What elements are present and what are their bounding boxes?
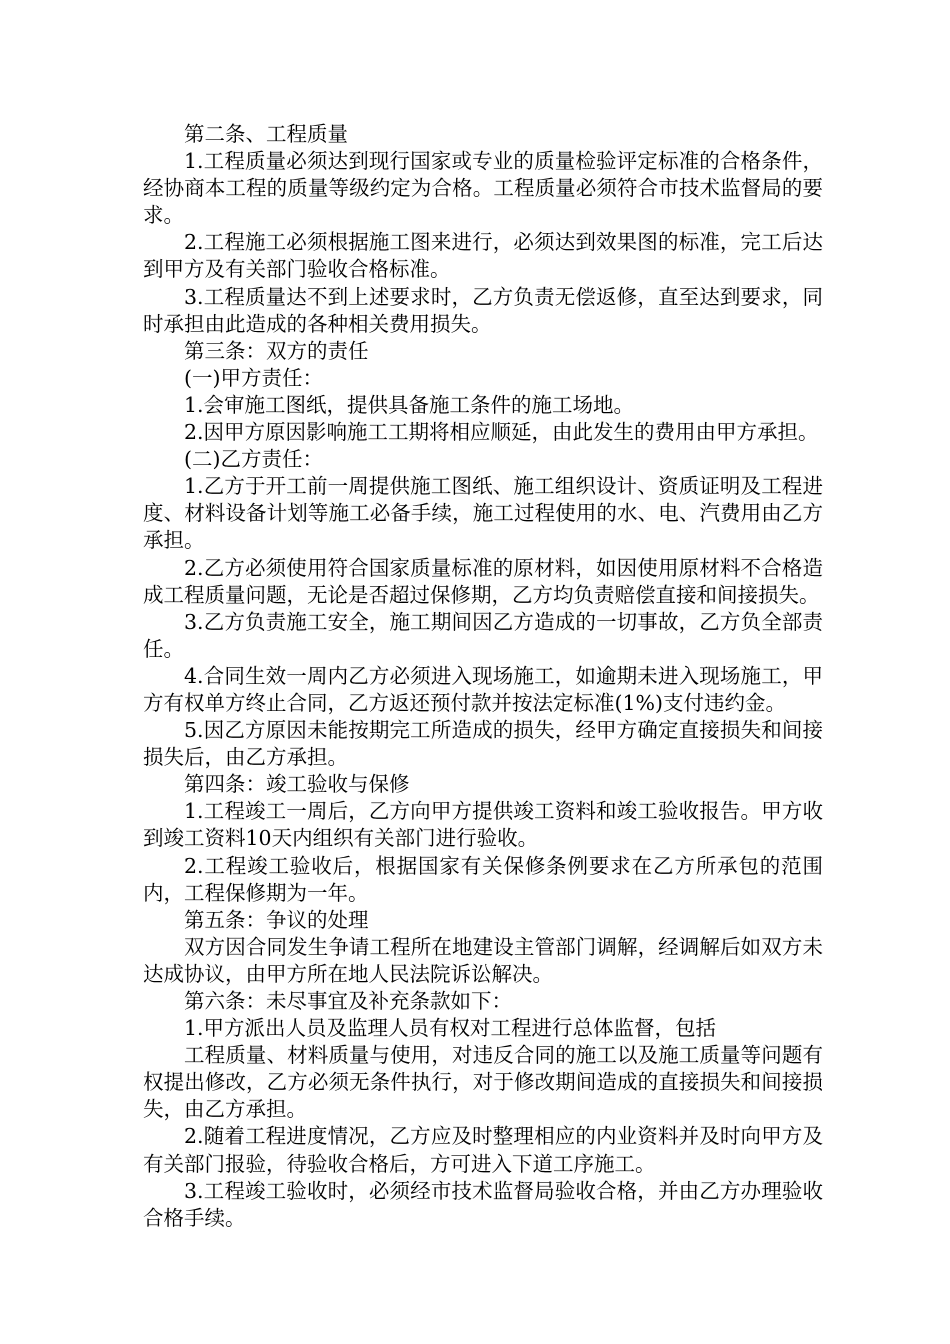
paragraph: 3.工程竣工验收时，必须经市技术监督局验收合格，并由乙方办理验收合格手续。 [143,1178,823,1230]
paragraph: 2.工程竣工验收后，根据国家有关保修条例要求在乙方所承包的范围内，工程保修期为一年。 [143,853,823,905]
subsection-heading-party-a: (一)甲方责任： [184,365,323,390]
paragraph: 1.甲方派出人员及监理人员有权对工程进行总体监督，包括 [184,1016,717,1041]
section-heading-article-4: 第四条：竣工验收与保修 [184,772,410,797]
paragraph: 1.工程竣工一周后，乙方向甲方提供竣工资料和竣工验收报告。甲方收到竣工资料10天内组织有关部门进行验收。 [143,799,823,851]
paragraph: 5.因乙方原因未能按期完工所造成的损失，经甲方确定直接损失和间接损失后，由乙方承担。 [143,718,823,770]
paragraph: 双方因合同发生争请工程所在地建设主管部门调解，经调解后如双方未达成协议，由甲方所在地人民法院诉讼解决。 [143,934,823,986]
section-heading-article-5: 第五条：争议的处理 [184,907,369,932]
section-heading-article-2: 第二条、工程质量 [184,122,348,146]
paragraph: 工程质量、材料质量与使用，对违反合同的施工以及施工质量等问题有权提出修改，乙方必须无条件执行，对于修改期间造成的直接损失和间接损失，由乙方承担。 [143,1043,823,1122]
document-page [143,121,823,1232]
paragraph: 2.工程施工必须根据施工图来进行，必须达到效果图的标准，完工后达到甲方及有关部门验收合格标准。 [143,230,823,282]
paragraph: 2.随着工程进度情况，乙方应及时整理相应的内业资料并及时向甲方及有关部门报验，待验收合格后，方可进入下道工序施工。 [143,1124,823,1176]
subsection-heading-party-b: (二)乙方责任： [184,447,323,472]
paragraph: 2.因甲方原因影响施工工期将相应顺延，由此发生的费用由甲方承担。 [184,420,819,445]
section-heading-article-6: 第六条：未尽事宜及补充条款如下： [184,989,512,1013]
paragraph: 1.工程质量必须达到现行国家或专业的质量检验评定标准的合格条件，经协商本工程的质量等级约定为合格。工程质量必须符合市技术监督局的要求。 [143,149,823,228]
paragraph: 1.乙方于开工前一周提供施工图纸、施工组织设计、资质证明及工程进度、材料设备计划等施工必备手续，施工过程使用的水、电、汽费用由乙方承担。 [143,474,823,553]
paragraph: 3.工程质量达不到上述要求时，乙方负责无偿返修，直至达到要求，同时承担由此造成的各种相关费用损失。 [143,284,823,336]
section-heading-article-3: 第三条：双方的责任 [184,338,369,363]
paragraph: 1.会审施工图纸，提供具备施工条件的施工场地。 [184,392,635,417]
paragraph: 4.合同生效一周内乙方必须进入现场施工，如逾期未进入现场施工，甲方有权单方终止合同，乙方返还预付款并按法定标准(1%)支付违约金。 [143,663,823,715]
paragraph: 2.乙方必须使用符合国家质量标准的原材料，如因使用原材料不合格造成工程质量问题，无论是否超过保修期，乙方均负责赔偿直接和间接损失。 [143,555,823,607]
paragraph: 3.乙方负责施工安全，施工期间因乙方造成的一切事故，乙方负全部责任。 [143,609,823,661]
